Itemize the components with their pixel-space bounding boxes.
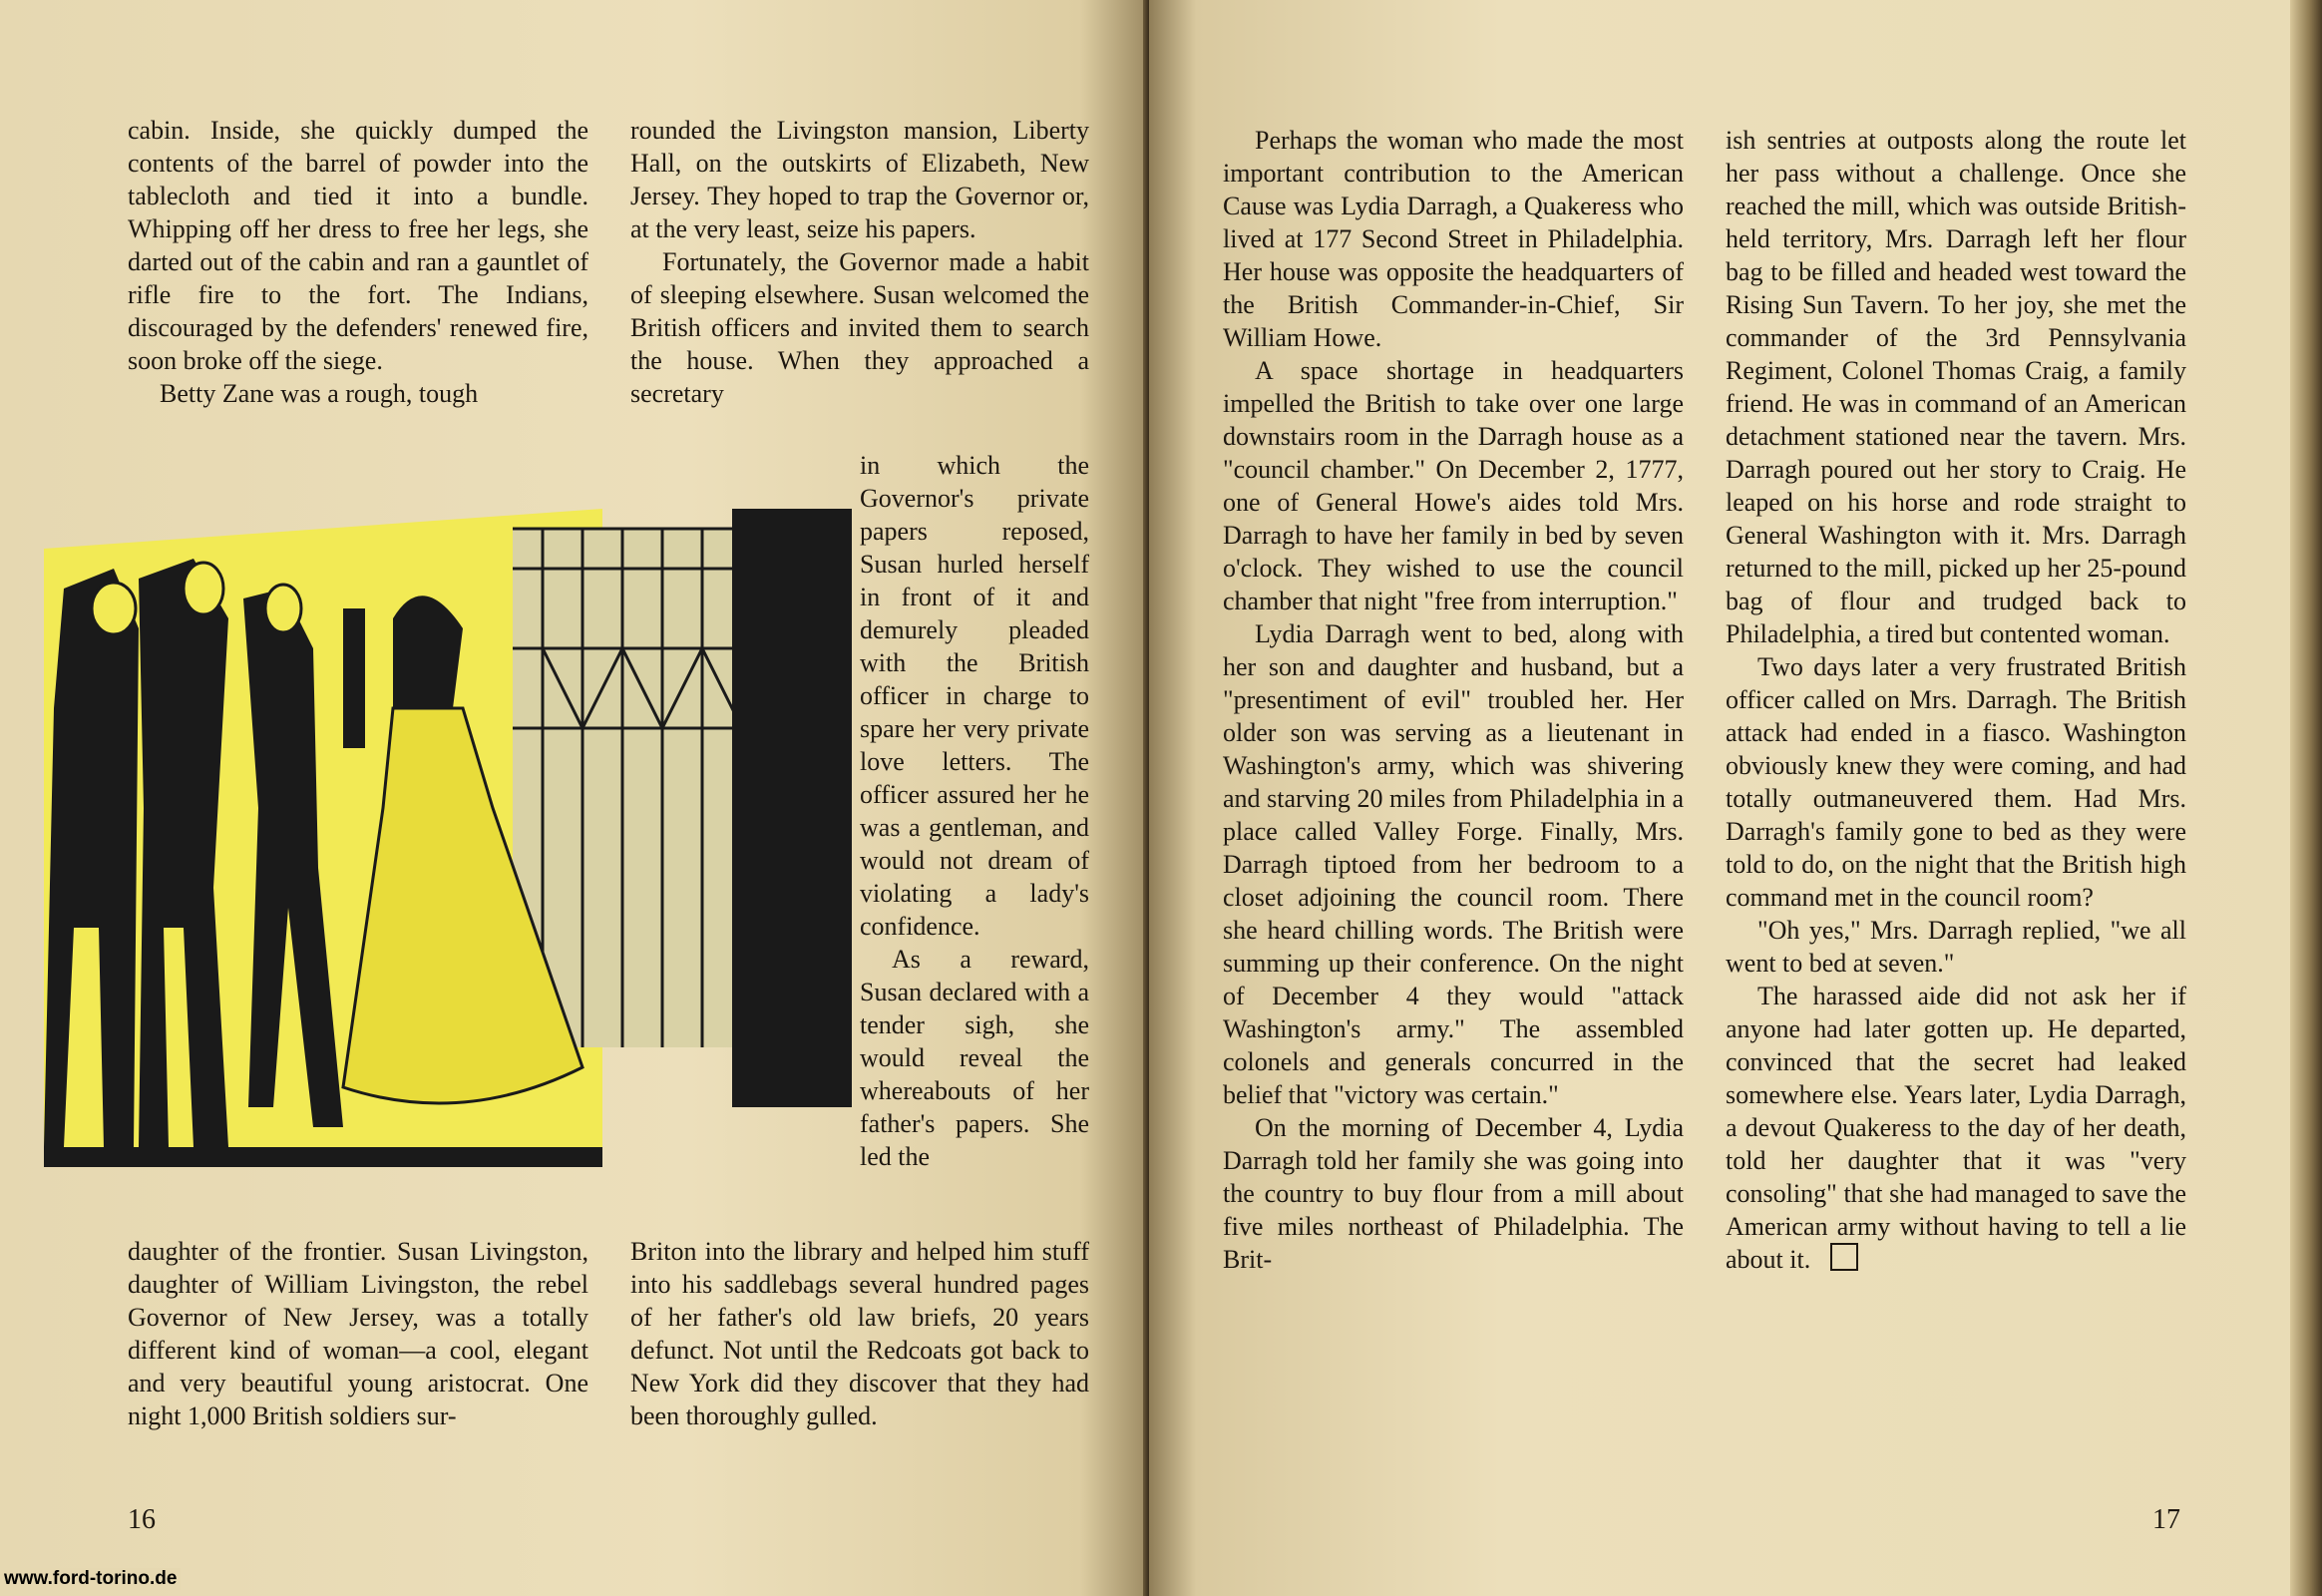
watermark: www.ford-torino.de bbox=[0, 1568, 181, 1590]
left-col1-top bbox=[128, 114, 588, 410]
paragraph: Betty Zane was a rough, tough bbox=[160, 379, 479, 408]
page-edge bbox=[2290, 0, 2322, 1596]
page-number-right: 17 bbox=[2152, 1504, 2180, 1535]
floor-shadow bbox=[44, 1147, 602, 1167]
left-page bbox=[0, 0, 1149, 1596]
paragraph: Lydia Darragh went to bed, along with her son and daughter and husband, but a "presentiment of evil" troubled her. Her older son was serving as a lieutenant in Washington's army, which was shivering and starving 20 miles from Philadelphia in a place called Valley Forge. Finally, Mrs. Darragh tiptoed from her bedroom to a closet adjoining the council room. There she heard chilling words. The British were summing up their conference. On the night of December 4 they would "attack Washington's army." The assembled colonels and generals concurred in the belief that "victory was certain." bbox=[1223, 619, 1684, 1109]
paragraph: Briton into the library and helped him stuff into his saddlebags several hundred pages of her father's old law briefs, 20 years defunct. Not until the Redcoats got back to New York did they discover that they had been thoroughly gulled. bbox=[630, 1237, 1089, 1430]
left-col2-bottom bbox=[630, 1235, 1089, 1432]
paragraph: Perhaps the woman who made the most important contribution to the American Cause was Lydia Darragh, a Quakeress who lived at 177 Second Street in Philadelphia. Her house was opposite the headquarters of the British Commander-in-Chief, Sir William Howe. bbox=[1223, 126, 1684, 352]
paragraph: Fortunately, the Governor made a habit of sleeping elsewhere. Susan welcomed the British officers and invited them to search the house. When they approached a secretary bbox=[630, 247, 1089, 408]
right-col1 bbox=[1223, 124, 1684, 1276]
paragraph: As a reward, Susan declared with a tender sigh, she would reveal the whereabouts of her father's papers. She led the bbox=[860, 945, 1089, 1171]
left-col1-bottom bbox=[128, 1235, 588, 1432]
end-mark-icon bbox=[1830, 1243, 1858, 1271]
paragraph: A space shortage in headquarters impelled the British to take over one large downstairs room in the Darragh house as a "council chamber." On December 2, 1777, one of General Howe's aides told Mrs. Darragh to have her family in bed by seven o'clock. They wished to use the council chamber that night "free from interruption." bbox=[1223, 356, 1684, 615]
paragraph: cabin. Inside, she quickly dumped the contents of the barrel of powder into the tablecloth and tied it into a bundle. Whipping off her dress to free her legs, she darted out of the cabin and ran a gauntlet of rifle fire to the fort. The Indians, discouraged by the defenders' renewed fire, soon broke off the siege. bbox=[128, 116, 588, 375]
illustration bbox=[44, 509, 872, 1167]
cabinet bbox=[732, 509, 852, 1107]
left-col2-wrap bbox=[860, 449, 1089, 1173]
paragraph: ish sentries at outposts along the route let her pass without a challenge. Once she reached the mill, which was outside British-held territory, Mrs. Darragh left her flour bag to be filled and headed west toward the Rising Sun Tavern. To her joy, she met the commander of the 3rd Pennsylvania Regiment, Colonel Thomas Craig, a family friend. He was in command of an American detachment stationed near the tavern. Mrs. Darragh poured out her story to Craig. He leaped on his horse and rode straight to General Washington with it. Mrs. Darragh returned to the mill, picked up her 25-pound bag of flour and trudged back to Philadelphia, a tired but contented woman. bbox=[1726, 126, 2186, 648]
paragraph: "Oh yes," Mrs. Darragh replied, "we all went to bed at seven." bbox=[1726, 916, 2186, 978]
paragraph: rounded the Livingston mansion, Liberty Hall, on the outskirts of Elizabeth, New Jersey. They hoped to trap the Governor or, at the very least, seize his papers. bbox=[630, 116, 1089, 243]
closing-text: The harassed aide did not ask her if anyone had later gotten up. He departed, convinced that the secret had leaked somewhere else. Years later, Lydia Darragh, a devout Quakeress to the day of her death, told her daughter that it was "very consoling" that she had managed to save the American army without having to tell a lie about it. bbox=[1726, 982, 2186, 1274]
left-col2-top bbox=[630, 114, 1089, 410]
paragraph: in which the Governor's private papers reposed, Susan hurled herself in front of it and demurely pleaded with the British officer in charge to spare her very private love letters. The officer assured her he was a gentleman, and would not dream of violating a lady's confidence. bbox=[860, 451, 1089, 941]
right-page bbox=[1149, 0, 2322, 1596]
paragraph: Two days later a very frustrated British officer called on Mrs. Darragh. The British attack had ended in a fiasco. Washington obviously knew they were coming, and had totally outmaneuvered them. Had Mrs. Darragh's family gone to bed as they were told to do, on the night that the British high command met in the council room? bbox=[1726, 652, 2186, 912]
paragraph: On the morning of December 4, Lydia Darragh told her family she was going into the country to buy flour from a mill about five miles northeast of Philadelphia. The Brit- bbox=[1223, 1113, 1684, 1274]
paragraph bbox=[1726, 980, 2186, 1276]
paragraph: daughter of the frontier. Susan Livingston, daughter of William Livingston, the rebel Governor of New Jersey, was a totally different kind of woman—a cool, elegant and very beautiful young aristocrat. One night 1,000 British soldiers sur- bbox=[128, 1237, 588, 1430]
right-col2 bbox=[1726, 124, 2186, 1276]
page-number-left: 16 bbox=[128, 1504, 156, 1535]
candle-sconce bbox=[343, 608, 365, 748]
